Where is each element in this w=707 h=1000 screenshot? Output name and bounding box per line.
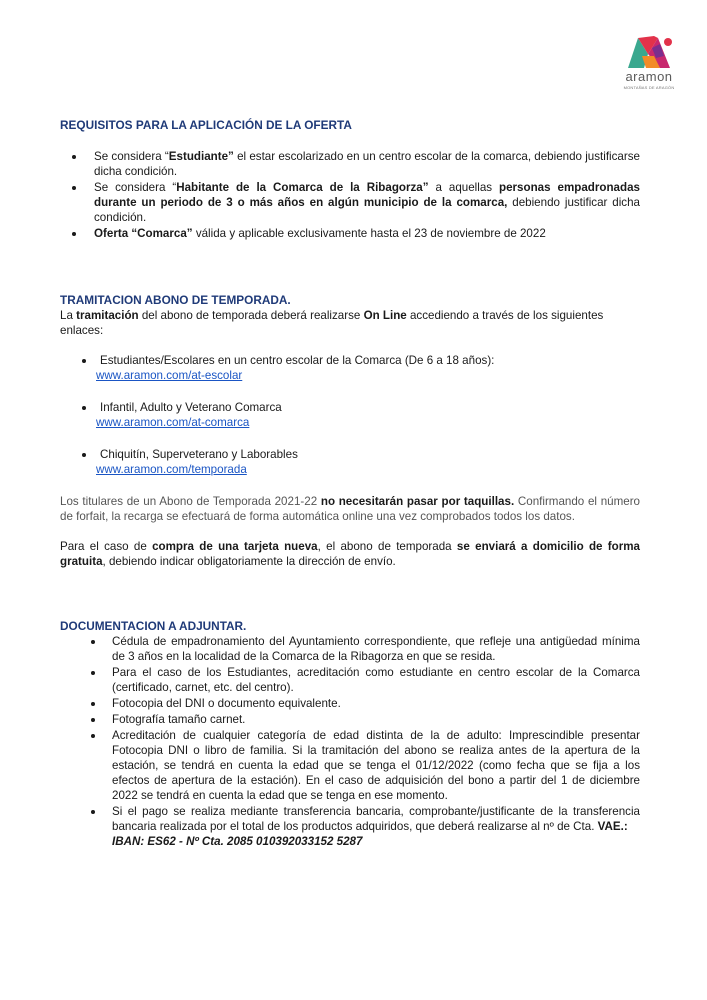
doc-item: Fotografía tamaño carnet. — [60, 712, 640, 727]
link-at-escolar[interactable]: www.aramon.com/at-escolar — [96, 369, 243, 382]
documentacion-heading: DOCUMENTACION A ADJUNTAR. — [60, 619, 247, 633]
document-content — [60, 118, 640, 850]
requisito-estudiante: Se considera “Estudiante” el estar escolarizado en un centro escolar de la comarca, debiendo justificarse dicha condición. — [60, 149, 640, 179]
link-temporada[interactable]: www.aramon.com/temporada — [96, 463, 247, 476]
titulares-paragraph: Los titulares de un Abono de Temporada 2021-22 no necesitarán pasar por taquillas. Confirmando el número de forfait, la recarga se efectuará de forma automática online una vez comprobados todos los datos. — [60, 495, 641, 523]
documentacion-section — [60, 619, 640, 849]
tramitacion-section — [60, 293, 640, 569]
link-at-comarca[interactable]: www.aramon.com/at-comarca — [96, 416, 250, 429]
logo-wordmark: aramon — [625, 69, 673, 84]
enlace-escolar: Estudiantes/Escolares en un centro escolar de la Comarca (De 6 a 18 años): www.aramon.com/at-escolar — [60, 353, 640, 383]
documentacion-list — [60, 634, 640, 849]
enlace-comarca: Infantil, Adulto y Veterano Comarca www.aramon.com/at-comarca — [60, 400, 640, 430]
enlace-temporada: Chiquitín, Superveterano y Laborables www.aramon.com/temporada — [60, 447, 640, 477]
doc-item: Acreditación de cualquier categoría de edad distinta de la de adulto: Imprescindible presentar Fotocopia DNI o libro de familia. Si la tramitación del abono se realiza antes de la apertura de la estación, se tendrá en cuenta la edad que se tenga el 01/12/2022 (como fecha que se fija a los efectos de apertura de la estación). En el caso de adquisición del bono a partir del 1 de diciembre 2022 se tendrá en cuenta la edad que se tenga en ese momento. — [60, 728, 640, 803]
doc-item: Cédula de empadronamiento del Ayuntamiento correspondiente, que refleje una antigüedad mínima de 3 años en la localidad de la Comarca de la Ribagorza en que se resida. — [60, 634, 640, 664]
requisito-oferta-comarca: Oferta “Comarca” válida y aplicable exclusivamente hasta el 23 de noviembre de 2022 — [60, 226, 640, 241]
iban-text: IBAN: ES62 - Nº Cta. 2085 010392033152 5287 — [112, 835, 363, 848]
requisito-habitante: Se considera “Habitante de la Comarca de la Ribagorza” a aquellas personas empadronadas durante un periodo de 3 o más años en algún municipio de la comarca, debiendo justificar dicha condición. — [60, 180, 640, 225]
doc-item: Fotocopia del DNI o documento equivalente. — [60, 696, 640, 711]
requisitos-heading: REQUISITOS PARA LA APLICACIÓN DE LA OFERTA — [60, 118, 352, 132]
enlaces-list — [60, 353, 640, 477]
requisitos-list — [60, 149, 640, 241]
doc-item: Para el caso de los Estudiantes, acreditación como estudiante en centro escolar de la Comarca (certificado, carnet, etc. del centro). — [60, 665, 640, 695]
tarjeta-nueva-paragraph: Para el caso de compra de una tarjeta nueva, el abono de temporada se enviará a domicilio de forma gratuita, debiendo indicar obligatoriamente la dirección de envío. — [60, 540, 640, 568]
tramitacion-heading: TRAMITACION ABONO DE TEMPORADA. — [60, 293, 291, 307]
aramon-logo — [616, 34, 682, 90]
logo-tagline: MONTAÑAS DE ARAGÓN — [623, 85, 675, 90]
tramitacion-intro: La tramitación del abono de temporada deberá realizarse On Line accediendo a través de los siguientes enlaces: — [60, 309, 604, 337]
aramon-logo-mark-icon — [624, 34, 674, 70]
doc-item-transferencia: Si el pago se realiza mediante transferencia bancaria, comprobante/justificante de la transferencia bancaria realizada por el total de los productos adquiridos, que deberá realizarse al nº de Cta. VAE.: IBAN: ES62 - Nº Cta. 2085 010392033152 5287 — [60, 804, 640, 849]
